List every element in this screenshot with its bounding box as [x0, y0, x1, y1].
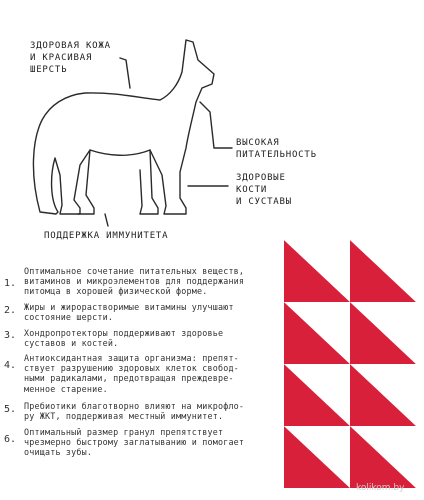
list-item-number: 1. — [4, 278, 17, 289]
list-item-text: Оптимальное сочетание питательных веществ, витаминов и микроэлементов для поддержания питомца в хорошей физической форме. — [24, 266, 245, 297]
list-item-number: 4. — [4, 360, 17, 371]
watermark: kolikom.by — [356, 483, 405, 493]
label-bones-joints: ЗДОРОВЫЕ КОСТИ И СУСТАВЫ — [236, 173, 292, 207]
list-item-number: 5. — [4, 404, 17, 415]
list-item-number: 3. — [4, 330, 17, 341]
list-item-text: Хондропротекторы поддерживают здоровье суставов и костей. — [24, 328, 224, 349]
dog-illustration — [0, 0, 424, 240]
list-item-text: Антиоксидантная защита организма: препят- ствует разрушению здоровых клеток свобод- ными радикалами, предотвращая преждевре- менное старение. — [24, 353, 239, 394]
list-item-text: Оптимальный размер гранул препятствует чрезмерно быстрому заглатыванию и помогает очищать зубы. — [24, 427, 245, 458]
list-item-text: Пребиотики благотворно влияют на микрофло- ру ЖКТ, поддерживая местный иммунитет. — [24, 401, 245, 422]
list-item-number: 2. — [4, 305, 17, 316]
label-skin-coat: ЗДОРОВАЯ КОЖА И КРАСИВАЯ ШЕРСТЬ — [30, 41, 111, 75]
label-nutrition: ВЫСОКАЯ ПИТАТЕЛЬНОСТЬ — [236, 138, 317, 160]
label-immunity: ПОДДЕРЖКА ИММУНИТЕТА — [44, 231, 169, 241]
list-item-text: Жиры и жирорастворимые витамины улучшают состояние шерсти. — [24, 302, 234, 323]
list-item-number: 6. — [4, 434, 17, 445]
